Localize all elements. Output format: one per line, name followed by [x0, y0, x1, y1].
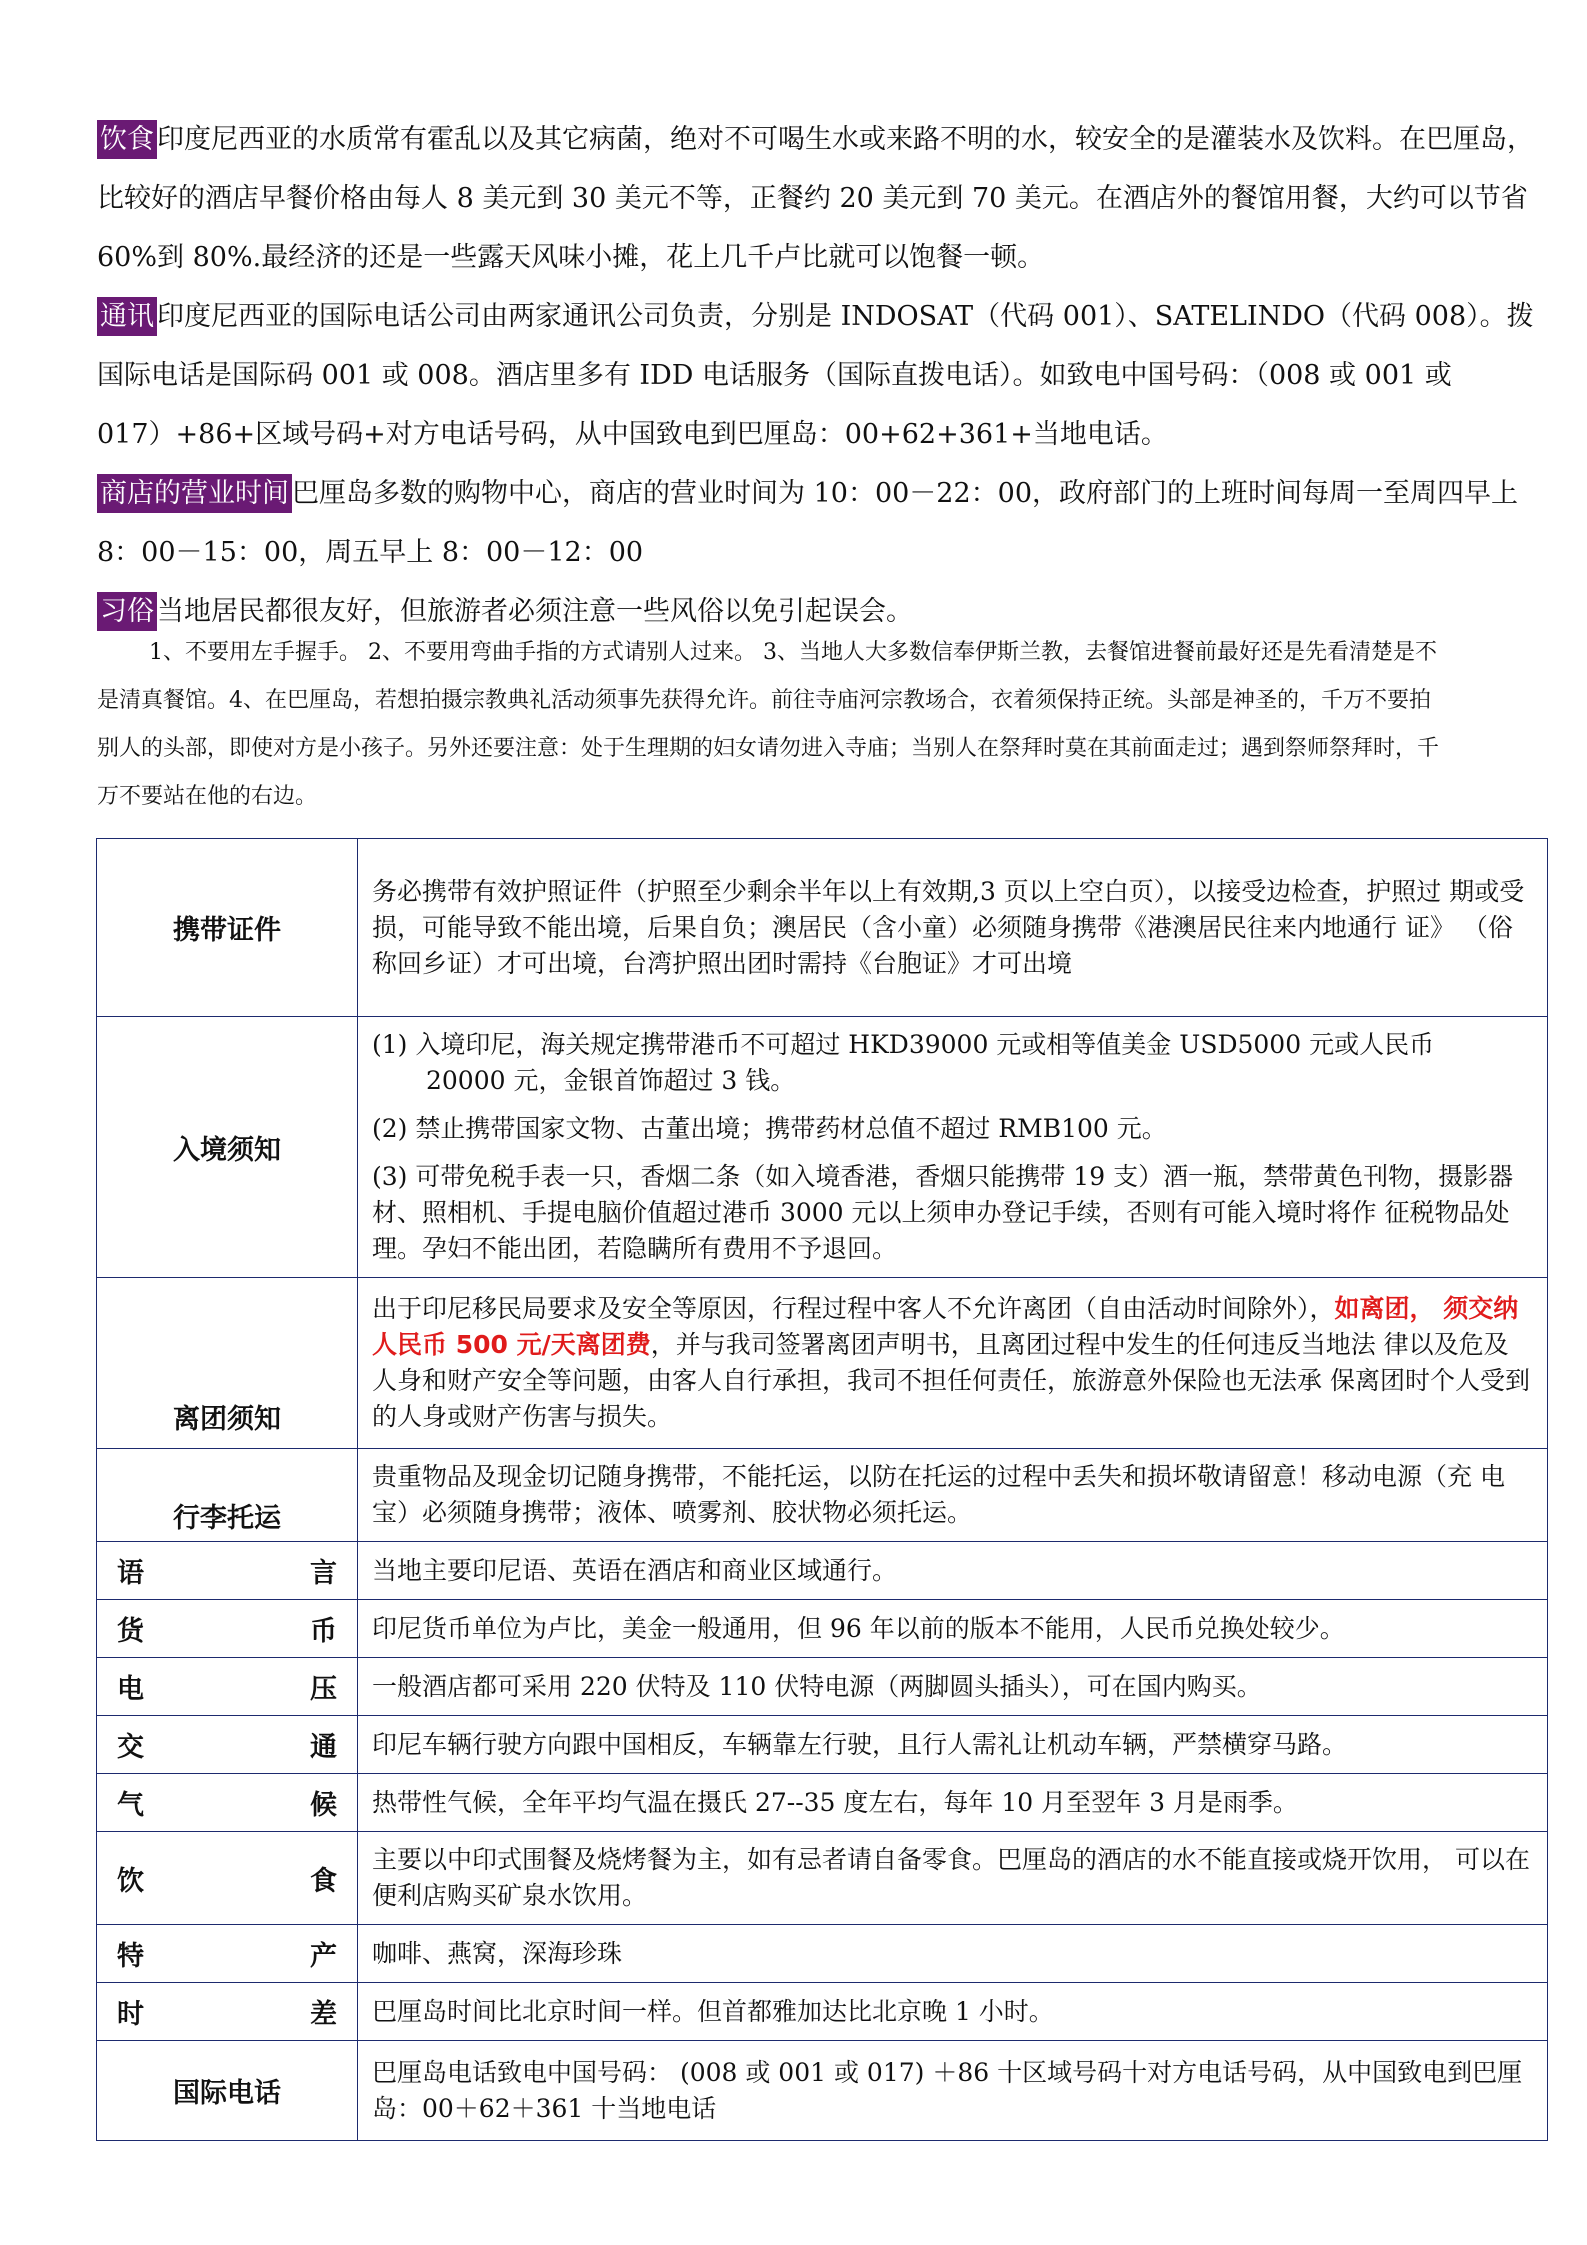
content-timezone: 巴厘岛时间比北京时间一样。但首都雅加达比北京晚 1 小时。	[358, 1983, 1548, 2041]
customs-intro-text: 当地居民都很友好，但旅游者必须注意一些风俗以免引起误会。	[157, 596, 913, 627]
entry-item-2: (2) 禁止携带国家文物、古董出境；携带药材总值不超过 RMB100 元。	[372, 1114, 1167, 1143]
table-row-phone	[97, 2041, 1548, 2141]
table-row-luggage	[97, 1449, 1548, 1542]
entry-item-1	[372, 1027, 1533, 1099]
travel-info-table	[96, 838, 1548, 2141]
content-currency: 印尼货币单位为卢比，美金一般通用，但 96 年以前的版本不能用，人民币兑换处较少。	[358, 1600, 1548, 1658]
entry-item-1-line2: 20000 元，金银首饰超过 3 钱。	[426, 1066, 796, 1095]
communication-paragraph	[97, 287, 1537, 464]
label-currency: 货 币	[97, 1600, 358, 1658]
label-specialty: 特 产	[97, 1925, 358, 1983]
label-luggage: 行李托运	[97, 1449, 358, 1542]
leave-group-text-a: 出于印尼移民局要求及安全等原因，行程过程中客人不允许离团（自由活动时间除外），	[372, 1294, 1335, 1323]
content-leave-group	[358, 1278, 1548, 1449]
food-paragraph	[97, 110, 1537, 287]
customs-list-text: 1、不要用左手握手。 2、不要用弯曲手指的方式请别人过来。 3、当地人大多数信奉伊斯兰教，去餐馆进餐前最好还是先看清楚是不是清真餐馆。4、在巴厘岛，若想拍摄宗教典礼活动须事先获得允许。前往寺庙河宗教场合，衣着须保持正统。头部是神圣的，千万不要拍别人的头部，即使对方是小孩子。另外还要注意：处于生理期的妇女请勿进入寺庙；当别人在祭拜时莫在其前面走过；遇到祭师祭拜时，千万不要站在他的右边。	[97, 640, 1440, 809]
content-language: 当地主要印尼语、英语在酒店和商业区域通行。	[358, 1542, 1548, 1600]
label-traffic: 交 通	[97, 1716, 358, 1774]
table-row-currency	[97, 1600, 1548, 1658]
table-row-leave-group	[97, 1278, 1548, 1449]
table-row-voltage	[97, 1658, 1548, 1716]
content-traffic: 印尼车辆行驶方向跟中国相反，车辆靠左行驶，且行人需礼让机动车辆，严禁横穿马路。	[358, 1716, 1548, 1774]
leave-group-fee-highlight: 如离团， 须交纳人民币 500 元/天离团费	[372, 1294, 1519, 1359]
content-voltage: 一般酒店都可采用 220 伏特及 110 伏特电源（两脚圆头插头），可在国内购买。	[358, 1658, 1548, 1716]
content-climate: 热带性气候，全年平均气温在摄氏 27--35 度左右，每年 10 月至翌年 3 月是雨季。	[358, 1774, 1548, 1832]
table-row-timezone	[97, 1983, 1548, 2041]
shop-hours-paragraph	[97, 464, 1537, 582]
label-language: 语 言	[97, 1542, 358, 1600]
entry-item-1-line1: (1) 入境印尼，海关规定携带港币不可超过 HKD39000 元或相等值美金 USD5000 元或人民币	[372, 1030, 1435, 1059]
label-food: 饮 食	[97, 1832, 358, 1925]
food-tag: 饮食	[97, 120, 157, 159]
table-row-entry	[97, 1017, 1548, 1278]
table-row-language	[97, 1542, 1548, 1600]
label-phone: 国际电话	[97, 2041, 358, 2141]
content-luggage: 贵重物品及现金切记随身携带，不能托运，以防在托运的过程中丢失和损坏敬请留意！移动电源（充 电宝）必须随身携带；液体、喷雾剂、胶状物必须托运。	[358, 1449, 1548, 1542]
shop-hours-tag: 商店的营业时间	[97, 474, 292, 513]
communication-tag: 通讯	[97, 297, 157, 336]
label-documents: 携带证件	[97, 839, 358, 1017]
content-specialty: 咖啡、燕窝，深海珍珠	[358, 1925, 1548, 1983]
shop-hours-text: 巴厘岛多数的购物中心，商店的营业时间为 10：00－22：00，政府部门的上班时间每周一至周四早上 8：00－15：00，周五早上 8：00－12：00	[97, 478, 1519, 568]
label-voltage: 电 压	[97, 1658, 358, 1716]
content-entry	[358, 1017, 1548, 1278]
table-row-food	[97, 1832, 1548, 1925]
label-climate: 气 候	[97, 1774, 358, 1832]
table-row-traffic	[97, 1716, 1548, 1774]
customs-tag: 习俗	[97, 592, 157, 631]
content-food: 主要以中印式围餐及烧烤餐为主，如有忌者请自备零食。巴厘岛的酒店的水不能直接或烧开饮用， 可以在便利店购买矿泉水饮用。	[358, 1832, 1548, 1925]
table-row-climate	[97, 1774, 1548, 1832]
content-documents: 务必携带有效护照证件（护照至少剩余半年以上有效期,3 页以上空白页），以接受边检查，护照过 期或受损，可能导致不能出境，后果自负；澳居民（含小童）必须随身携带《港澳居民往来内地通行 证》 （俗称回乡证）才可出境，台湾护照出团时需持《台胞证》才可出境	[358, 839, 1548, 1017]
label-entry: 入境须知	[97, 1017, 358, 1278]
food-text: 印度尼西亚的水质常有霍乱以及其它病菌，绝对不可喝生水或来路不明的水，较安全的是灌装水及饮料。在巴厘岛，比较好的酒店早餐价格由每人 8 美元到 30 美元不等，正餐约 20 美元到 70 美元。在酒店外的餐馆用餐，大约可以节省 60%到 80%.最经济的还是一些露天风味小摊，花上几千卢比就可以饱餐一顿。	[97, 124, 1534, 273]
label-timezone: 时 差	[97, 1983, 358, 2041]
customs-list	[97, 629, 1442, 821]
table-row-specialty	[97, 1925, 1548, 1983]
communication-text: 印度尼西亚的国际电话公司由两家通讯公司负责，分别是 INDOSAT（代码 001）、SATELINDO（代码 008）。拨国际电话是国际码 001 或 008。酒店里多有 IDD 电话服务（国际直拨电话）。如致电中国号码：（008 或 001 或 017）+86+区域号码+对方电话号码，从中国致电到巴厘岛：00+62+361+当地电话。	[97, 301, 1534, 450]
table-row-documents	[97, 839, 1548, 1017]
content-phone: 巴厘岛电话致电中国号码： (008 或 001 或 017) ＋86 十区域号码十对方电话号码，从中国致电到巴厘岛：00＋62＋361 十当地电话	[358, 2041, 1548, 2141]
entry-item-3: (3) 可带免税手表一只，香烟二条（如入境香港，香烟只能携带 19 支）酒一瓶，禁带黄色刊物，摄影器材、照相机、手提电脑价值超过港币 3000 元以上须申办登记手续，否则有可能入境时将作 征税物品处理。孕妇不能出团，若隐瞒所有费用不予退回。	[372, 1162, 1514, 1263]
leave-group-text-b: ，并与我司签署离团声明书，且离团过程中发生的任何违反当地法 律以及危及人身和财产安全等问题，由客人自行承担，我司不担任何责任，旅游意外保险也无法承 保离团时个人受到的人身或财产伤害与损失。	[372, 1330, 1530, 1431]
label-leave-group: 离团须知	[97, 1278, 358, 1449]
